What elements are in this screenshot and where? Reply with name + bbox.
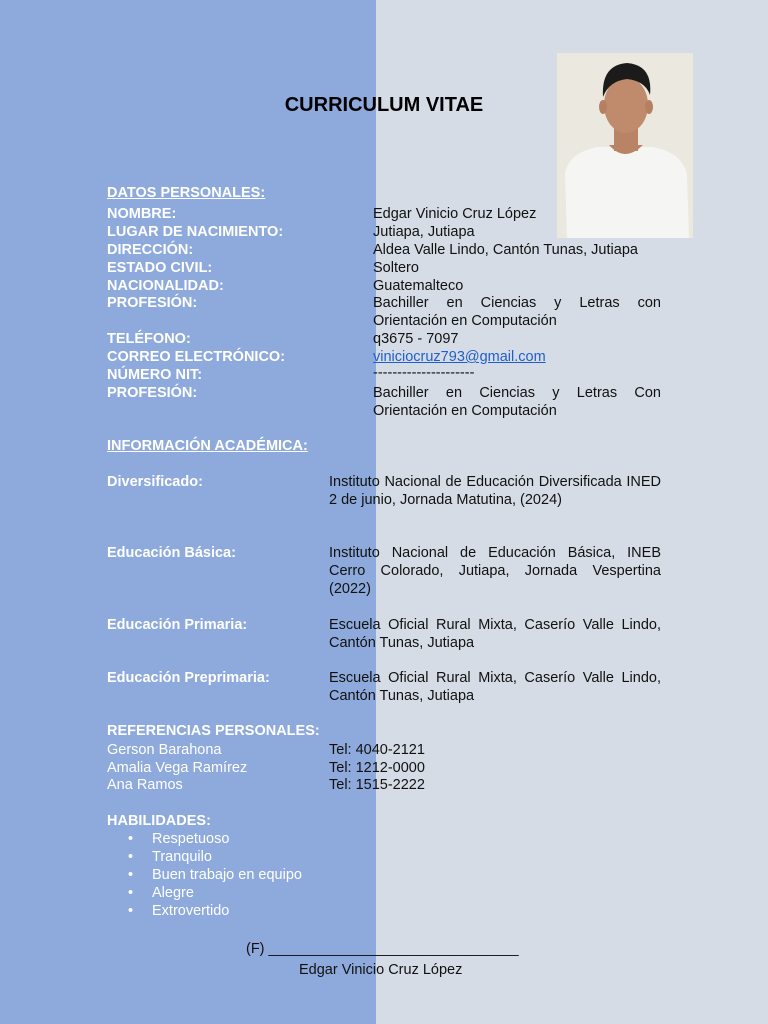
section-heading-referencias: REFERENCIAS PERSONALES: bbox=[107, 723, 320, 739]
skill-item bbox=[130, 830, 229, 848]
label-estado-civil: ESTADO CIVIL: bbox=[107, 260, 213, 276]
skill-label: Alegre bbox=[152, 885, 194, 901]
skill-label: Buen trabajo en equipo bbox=[152, 867, 302, 883]
label-direccion: DIRECCIÓN: bbox=[107, 242, 194, 258]
value-educacion-primaria: Escuela Oficial Rural Mixta, Caserío Valle Lindo, Cantón Tunas, Jutiapa bbox=[329, 617, 661, 651]
reference-name: Amalia Vega Ramírez bbox=[107, 760, 248, 776]
label-nit: NÚMERO NIT: bbox=[107, 367, 203, 383]
section-heading-informacion-academica: INFORMACIÓN ACADÉMICA: bbox=[107, 438, 308, 454]
signature-line: (F) _______________________________ bbox=[246, 941, 519, 957]
skill-label: Tranquilo bbox=[152, 849, 212, 865]
value-profesion: Bachiller en Ciencias y Letras con Orientación en Computación bbox=[373, 295, 661, 329]
skill-item bbox=[130, 902, 229, 920]
reference-phone: Tel: 4040-2121 bbox=[329, 742, 425, 758]
value-lugar-nacimiento: Jutiapa, Jutiapa bbox=[373, 224, 475, 240]
value-diversificado: Instituto Nacional de Educación Diversificada INED 2 de junio, Jornada Matutina, (2024) bbox=[329, 474, 661, 508]
page-title: CURRICULUM VITAE bbox=[284, 94, 484, 116]
label-nombre: NOMBRE: bbox=[107, 206, 177, 222]
label-correo: CORREO ELECTRÓNICO: bbox=[107, 349, 286, 365]
label-profesion: PROFESIÓN: bbox=[107, 295, 198, 311]
label-lugar-nacimiento: LUGAR DE NACIMIENTO: bbox=[107, 224, 284, 240]
value-nit: --------------------- bbox=[373, 365, 475, 381]
label-educacion-basica: Educación Básica: bbox=[107, 545, 236, 561]
label-profesion-2: PROFESIÓN: bbox=[107, 385, 198, 401]
value-educacion-preprimaria: Escuela Oficial Rural Mixta, Caserío Valle Lindo, Cantón Tunas, Jutiapa bbox=[329, 670, 661, 704]
reference-name: Ana Ramos bbox=[107, 777, 183, 793]
value-profesion-2: Bachiller en Ciencias y Letras Con Orientación en Computación bbox=[373, 385, 661, 419]
skill-label: Respetuoso bbox=[152, 831, 230, 847]
skill-label: Extrovertido bbox=[152, 903, 230, 919]
reference-phone: Tel: 1212-0000 bbox=[329, 760, 425, 776]
value-nombre: Edgar Vinicio Cruz López bbox=[373, 206, 537, 222]
label-nacionalidad: NACIONALIDAD: bbox=[107, 278, 224, 294]
value-telefono: q3675 - 7097 bbox=[373, 331, 459, 347]
value-direccion: Aldea Valle Lindo, Cantón Tunas, Jutiapa bbox=[373, 242, 638, 258]
email-link[interactable]: viniciocruz793@gmail.com bbox=[373, 349, 546, 365]
skill-item bbox=[130, 848, 212, 866]
label-educacion-primaria: Educación Primaria: bbox=[107, 617, 248, 633]
reference-name: Gerson Barahona bbox=[107, 742, 222, 758]
skill-item bbox=[130, 866, 302, 884]
label-educacion-preprimaria: Educación Preprimaria: bbox=[107, 670, 270, 686]
label-diversificado: Diversificado: bbox=[107, 474, 203, 490]
signature-name: Edgar Vinicio Cruz López bbox=[299, 962, 463, 978]
section-heading-habilidades: HABILIDADES: bbox=[107, 813, 211, 829]
skill-item bbox=[130, 884, 194, 902]
value-nacionalidad: Guatemalteco bbox=[373, 278, 464, 294]
value-estado-civil: Soltero bbox=[373, 260, 419, 276]
section-heading-datos-personales: DATOS PERSONALES: bbox=[107, 185, 266, 201]
value-educacion-basica: Instituto Nacional de Educación Básica, INEB Cerro Colorado, Jutiapa, Jornada Vespertina (2022) bbox=[329, 545, 661, 597]
label-telefono: TELÉFONO: bbox=[107, 331, 191, 347]
reference-phone: Tel: 1515-2222 bbox=[329, 777, 425, 793]
